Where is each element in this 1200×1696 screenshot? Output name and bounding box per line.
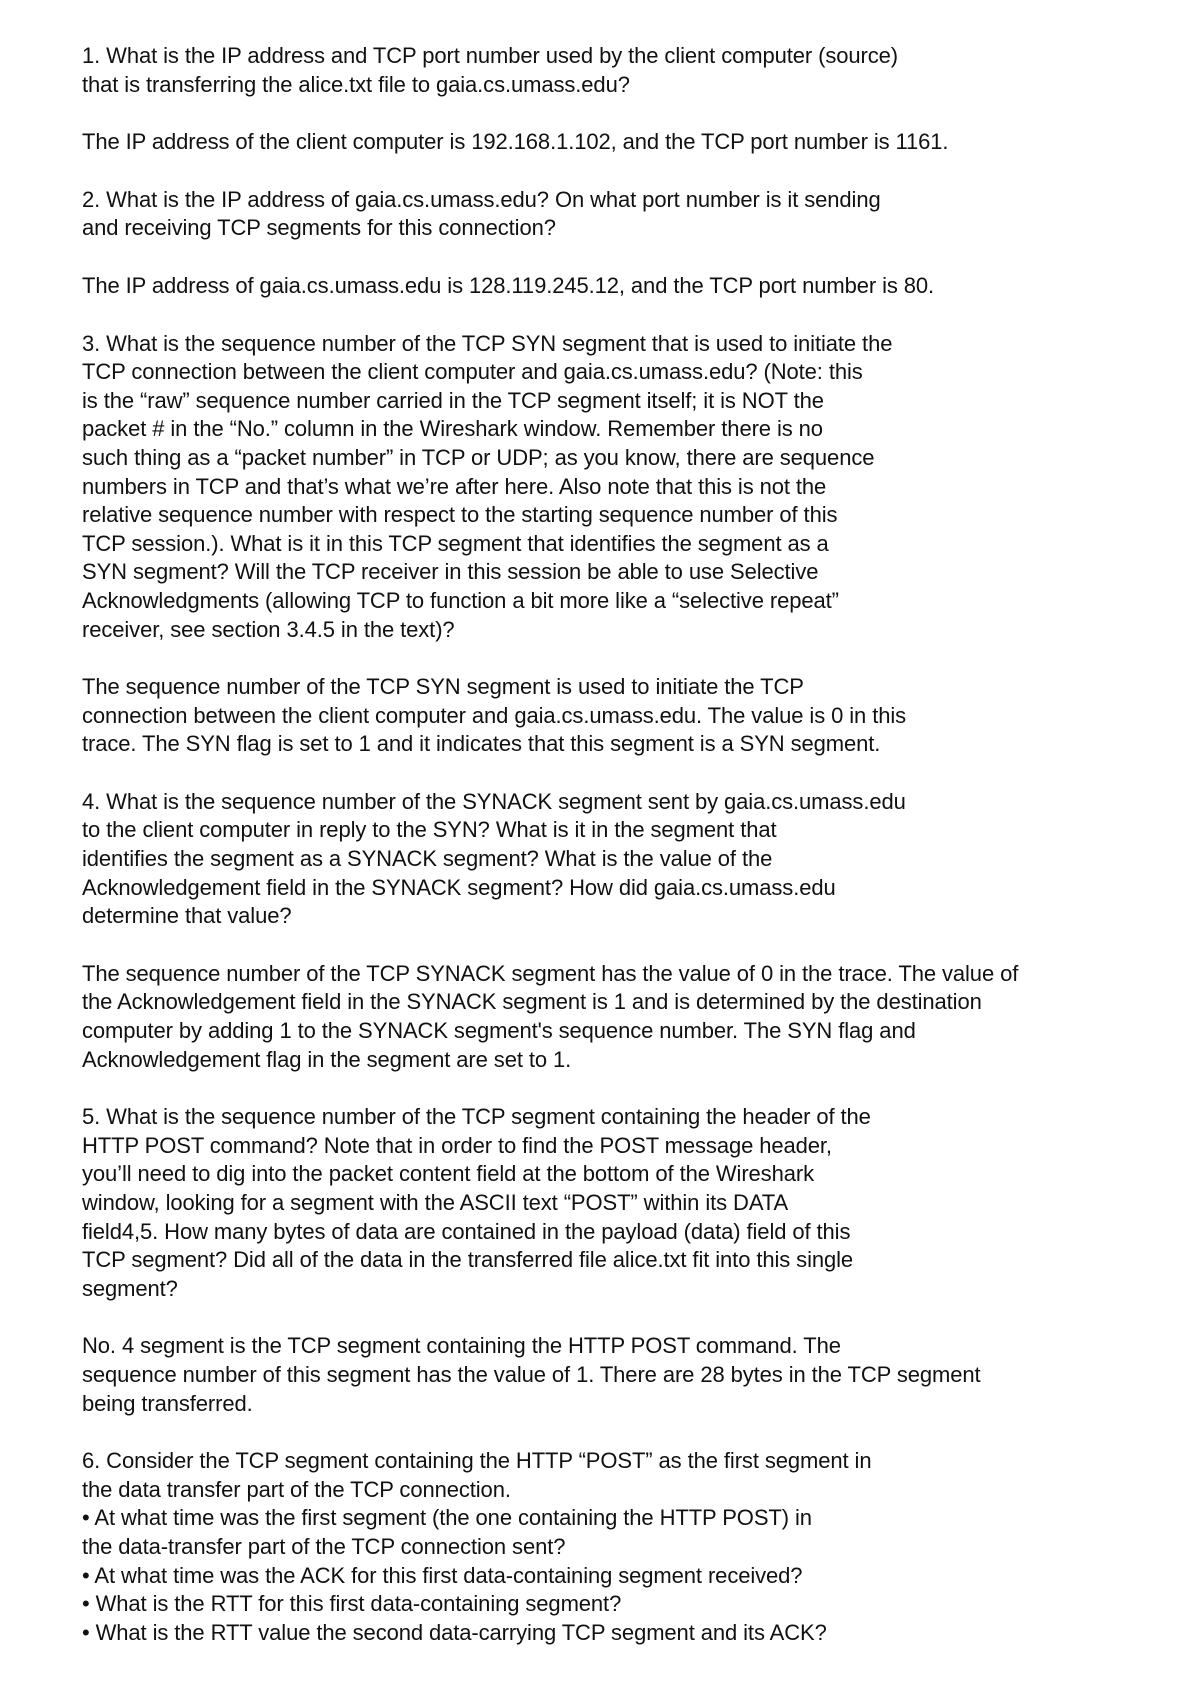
text-line: being transferred. <box>82 1390 253 1416</box>
text-line: such thing as a “packet number” in TCP or UDP; as you know, there are sequence <box>82 444 875 470</box>
text-line: segment? <box>82 1275 178 1301</box>
text-line: SYN segment? Will the TCP receiver in this session be able to use Selective <box>82 559 819 585</box>
text-line: • What is the RTT for this first data-containing segment? <box>82 1591 622 1617</box>
text-line: Acknowledgement field in the SYNACK segment? How did gaia.cs.umass.edu <box>82 874 836 900</box>
text-line: is the “raw” sequence number carried in the TCP segment itself; it is NOT the <box>82 387 824 413</box>
text-line: No. 4 segment is the TCP segment containing the HTTP POST command. The <box>82 1333 841 1359</box>
document-page <box>82 42 1142 1676</box>
answer-paragraph <box>82 673 1142 759</box>
question-paragraph <box>82 1103 1142 1303</box>
text-line: Acknowledgement flag in the segment are set to 1. <box>82 1046 572 1072</box>
text-line: 6. Consider the TCP segment containing the HTTP “POST” as the first segment in <box>82 1448 872 1474</box>
text-line: • What is the RTT value the second data-carrying TCP segment and its ACK? <box>82 1619 827 1645</box>
answer-paragraph <box>82 960 1142 1074</box>
answer-paragraph <box>82 272 1142 301</box>
text-line: TCP segment? Did all of the data in the transferred file alice.txt fit into this single <box>82 1247 854 1273</box>
text-line: 5. What is the sequence number of the TCP segment containing the header of the <box>82 1104 871 1130</box>
text-line: numbers in TCP and that’s what we’re after here. Also note that this is not the <box>82 473 827 499</box>
text-line: 4. What is the sequence number of the SYNACK segment sent by gaia.cs.umass.edu <box>82 788 906 814</box>
text-line: 3. What is the sequence number of the TCP SYN segment that is used to initiate the <box>82 330 893 356</box>
text-line: the Acknowledgement field in the SYNACK segment is 1 and is determined by the destination <box>82 989 982 1015</box>
text-line: • At what time was the ACK for this first data-containing segment received? <box>82 1562 803 1588</box>
text-line: and receiving TCP segments for this connection? <box>82 215 556 241</box>
text-line: that is transferring the alice.txt file to gaia.cs.umass.edu? <box>82 71 630 97</box>
text-line: packet # in the “No.” column in the Wireshark window. Remember there is no <box>82 416 823 442</box>
text-line: The IP address of the client computer is 192.168.1.102, and the TCP port number is 1161. <box>82 129 949 155</box>
text-line: you’ll need to dig into the packet content field at the bottom of the Wireshark <box>82 1161 814 1187</box>
text-line: TCP connection between the client computer and gaia.cs.umass.edu? (Note: this <box>82 359 863 385</box>
question-paragraph <box>82 186 1142 243</box>
text-line: Acknowledgments (allowing TCP to function a bit more like a “selective repeat” <box>82 587 839 613</box>
text-line: The IP address of gaia.cs.umass.edu is 128.119.245.12, and the TCP port number is 80. <box>82 272 935 298</box>
text-line: HTTP POST command? Note that in order to find the POST message header, <box>82 1132 832 1158</box>
text-line: determine that value? <box>82 903 292 929</box>
text-line: computer by adding 1 to the SYNACK segment's sequence number. The SYN flag and <box>82 1018 916 1044</box>
question-paragraph <box>82 1447 1142 1647</box>
answer-paragraph <box>82 128 1142 157</box>
text-line: The sequence number of the TCP SYN segment is used to initiate the TCP <box>82 674 804 700</box>
text-line: The sequence number of the TCP SYNACK segment has the value of 0 in the trace. The value of <box>82 960 1019 986</box>
text-line: • At what time was the first segment (the one containing the HTTP POST) in <box>82 1505 812 1531</box>
text-line: connection between the client computer and gaia.cs.umass.edu. The value is 0 in this <box>82 702 907 728</box>
text-line: identifies the segment as a SYNACK segment? What is the value of the <box>82 846 773 872</box>
question-paragraph <box>82 42 1142 99</box>
text-line: sequence number of this segment has the value of 1. There are 28 bytes in the TCP segment <box>82 1361 981 1387</box>
text-line: the data-transfer part of the TCP connection sent? <box>82 1533 566 1559</box>
text-line: relative sequence number with respect to the starting sequence number of this <box>82 502 838 528</box>
text-line: window, looking for a segment with the ASCII text “POST” within its DATA <box>82 1190 789 1215</box>
text-line: 1. What is the IP address and TCP port number used by the client computer (source) <box>82 43 898 68</box>
text-line: the data transfer part of the TCP connection. <box>82 1476 511 1502</box>
question-paragraph <box>82 330 1142 645</box>
text-line: 2. What is the IP address of gaia.cs.umass.edu? On what port number is it sending <box>82 186 881 212</box>
text-line: trace. The SYN flag is set to 1 and it indicates that this segment is a SYN segment. <box>82 731 881 757</box>
answer-paragraph <box>82 1332 1142 1418</box>
question-paragraph <box>82 788 1142 931</box>
text-line: TCP session.). What is it in this TCP segment that identifies the segment as a <box>82 530 829 556</box>
text-line: to the client computer in reply to the SYN? What is it in the segment that <box>82 817 777 843</box>
text-line: field4,5. How many bytes of data are contained in the payload (data) field of this <box>82 1218 851 1244</box>
text-line: receiver, see section 3.4.5 in the text)? <box>82 616 455 642</box>
